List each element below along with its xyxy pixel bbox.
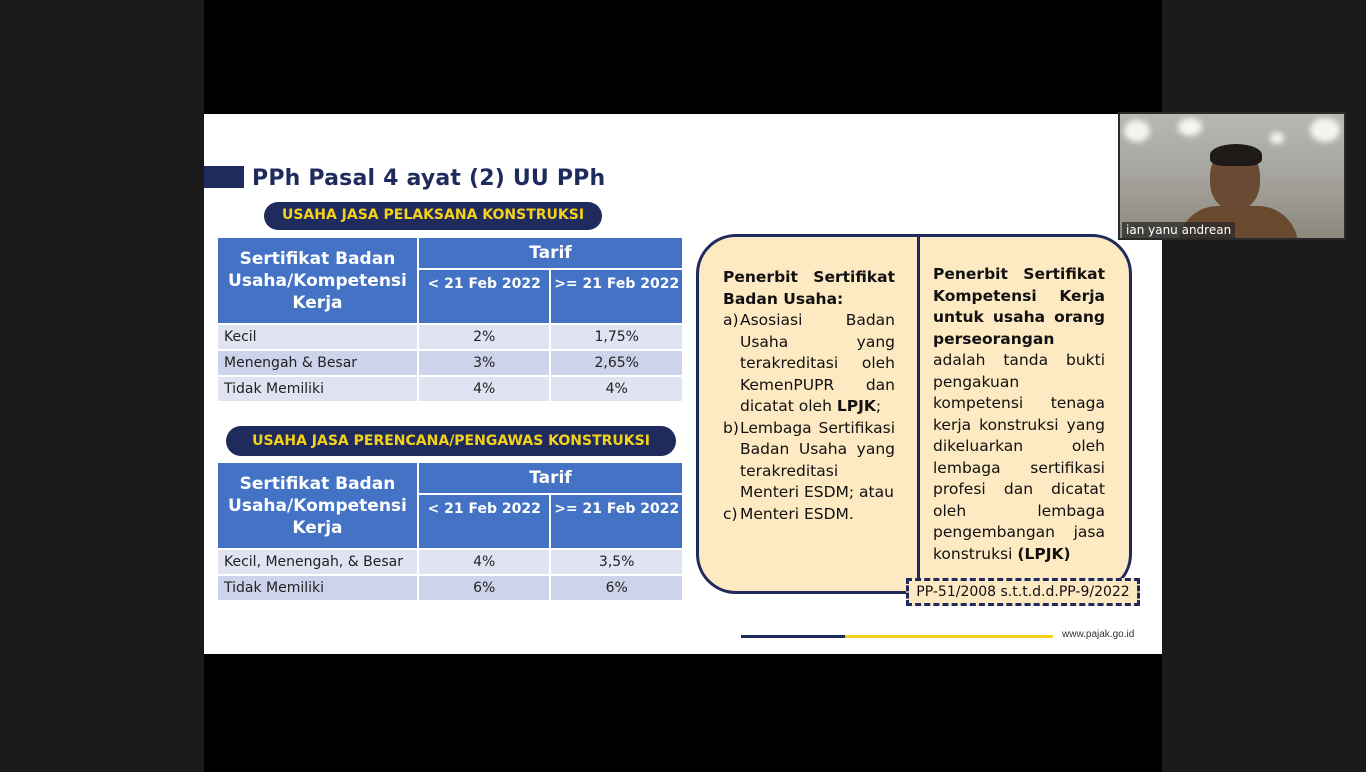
list-text: Lembaga Sertifikasi Badan Usaha yang terakreditasi Menteri ESDM; atau [740, 418, 895, 501]
ceiling-light [1178, 118, 1202, 136]
header-after-date: >= 21 Feb 2022 [551, 495, 682, 548]
rate-after: 1,75% [551, 325, 682, 349]
header-certificate: Sertifikat Badan Usaha/Kompetensi Kerja [218, 238, 417, 323]
list-marker: b) [723, 418, 739, 437]
title-accent-bar [204, 166, 244, 188]
panel-divider [917, 237, 920, 591]
table-row [218, 550, 682, 574]
header-tarif: Tarif [419, 238, 682, 268]
row-label: Kecil [218, 325, 417, 349]
row-label: Kecil, Menengah, & Besar [218, 550, 417, 574]
table-row [218, 325, 682, 349]
rate-before: 4% [419, 550, 550, 574]
right-panel-body: adalah tanda bukti pengakuan kompetensi tenaga kerja konstruksi yang dikeluarkan oleh lembaga sertifikasi profesi dan dicatat oleh lembaga pengembangan jasa konstruksi [933, 351, 1105, 563]
right-panel-heading: Penerbit Sertifikat Kompetensi Kerja untuk usaha orang perseorangan [933, 265, 1105, 348]
rate-before: 2% [419, 325, 550, 349]
issuer-info-panel [696, 234, 1132, 594]
rate-before: 3% [419, 351, 550, 375]
regulation-reference: PP-51/2008 s.t.t.d.d.PP-9/2022 [906, 578, 1140, 606]
rate-after: 4% [551, 377, 682, 401]
ceiling-light [1124, 120, 1150, 142]
list-item [723, 418, 895, 504]
row-label: Tidak Memiliki [218, 576, 417, 600]
footer-bar-yellow [845, 635, 1053, 638]
participant-video-tile[interactable] [1118, 112, 1346, 240]
header-after-date: >= 21 Feb 2022 [551, 270, 682, 323]
list-text: Menteri ESDM. [740, 504, 854, 523]
list-marker: c) [723, 504, 738, 523]
badan-usaha-issuer-text [723, 267, 895, 525]
left-panel-heading: Penerbit Sertifikat Badan Usaha: [723, 268, 895, 308]
list-text [740, 310, 895, 418]
section-label-perencana: USAHA JASA PERENCANA/PENGAWAS KONSTRUKSI [226, 426, 676, 456]
list-item [723, 310, 895, 418]
ceiling-light [1270, 132, 1284, 144]
kompetensi-issuer-text [933, 264, 1105, 565]
right-panel-bold-end: (LPJK) [1017, 544, 1071, 563]
table-row [218, 377, 682, 401]
header-before-date: < 21 Feb 2022 [419, 495, 550, 548]
ceiling-light [1310, 118, 1340, 142]
list-item [723, 504, 895, 526]
website-url: www.pajak.go.id [1062, 629, 1135, 640]
list-text-suffix: ; [875, 397, 882, 415]
participant-name-label: ian yanu andrean [1122, 222, 1235, 238]
list-text-bold: LPJK [836, 397, 876, 415]
rate-before: 4% [419, 377, 550, 401]
rate-after: 2,65% [551, 351, 682, 375]
list-text-body: Asosiasi Badan Usaha yang terakreditasi oleh KemenPUPR dan dicatat oleh [740, 311, 895, 415]
table-row [218, 576, 682, 600]
participant-hair [1210, 144, 1262, 166]
header-tarif: Tarif [419, 463, 682, 493]
slide-title: PPh Pasal 4 ayat (2) UU PPh [252, 166, 606, 191]
list-marker: a) [723, 311, 739, 329]
row-label: Tidak Memiliki [218, 377, 417, 401]
rate-after: 6% [551, 576, 682, 600]
left-letterbox [0, 0, 204, 772]
header-before-date: < 21 Feb 2022 [419, 270, 550, 323]
tarif-table-pelaksana [216, 236, 684, 403]
table-row [218, 351, 682, 375]
tarif-table-perencana [216, 461, 684, 602]
presentation-slide [204, 114, 1162, 654]
section-label-pelaksana: USAHA JASA PELAKSANA KONSTRUKSI [264, 202, 602, 230]
footer-bar-navy [741, 635, 845, 638]
header-certificate: Sertifikat Badan Usaha/Kompetensi Kerja [218, 463, 417, 548]
rate-before: 6% [419, 576, 550, 600]
row-label: Menengah & Besar [218, 351, 417, 375]
rate-after: 3,5% [551, 550, 682, 574]
